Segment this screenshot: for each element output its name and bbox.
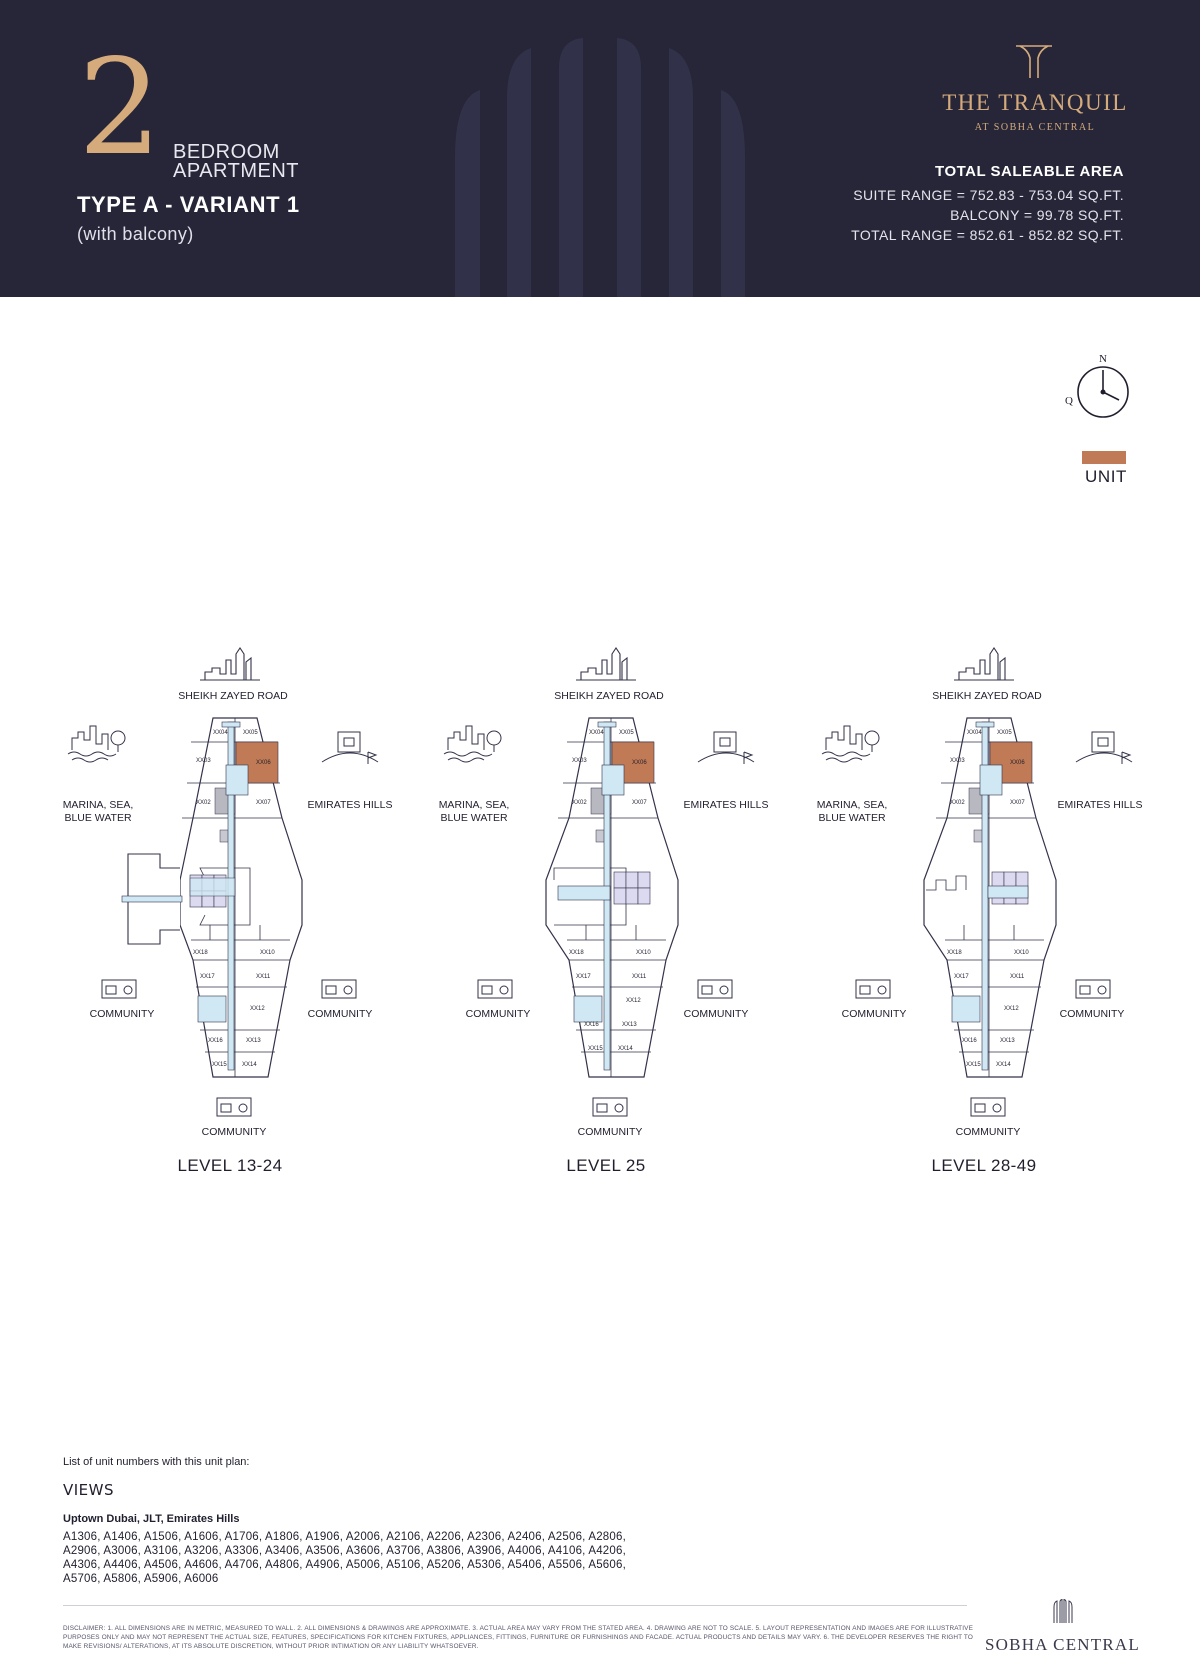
unit-numbers-line: A5706, A5806, A5906, A6006	[63, 1573, 219, 1585]
unit-xx05: XX05	[997, 730, 1012, 736]
balcony-area: BALCONY = 99.78 SQ.FT.	[950, 207, 1124, 223]
community-label-east: COMMUNITY	[307, 1008, 373, 1020]
community-icon	[1076, 980, 1110, 998]
unit-xx07: XX07	[1010, 800, 1025, 806]
unit-xx03: XX03	[196, 758, 211, 764]
unit-xx04: XX04	[213, 730, 228, 736]
unit-xx12: XX12	[250, 1006, 265, 1012]
unit-xx17: XX17	[576, 974, 591, 980]
floor-plan-drawing	[804, 640, 1164, 1180]
unit-numbers-line: A2906, A3006, A3106, A3206, A3306, A3406, A3506, A3606, A3706, A3806, A3906, A4006, A4106, A4206,	[63, 1545, 626, 1557]
unit-xx05: XX05	[243, 730, 258, 736]
arches-graphic	[455, 38, 745, 297]
unit-xx14: XX14	[618, 1046, 633, 1052]
community-icon	[856, 980, 890, 998]
unit-xx07: XX07	[632, 800, 647, 806]
community-icon	[217, 1098, 251, 1116]
unit-xx18: XX18	[947, 950, 962, 956]
sobha-brand-name: SOBHA CENTRAL	[985, 1635, 1140, 1654]
east-label: EMIRATES HILLS	[683, 799, 769, 811]
unit-numbers-line: A4306, A4406, A4506, A4606, A4706, A4806, A4906, A5006, A5106, A5206, A5306, A5406, A5506, A5606,	[63, 1559, 626, 1571]
road-label: SHEIKH ZAYED ROAD	[932, 690, 1042, 702]
unit-xx10: XX10	[1014, 950, 1029, 956]
total-range: TOTAL RANGE = 852.61 - 852.82 SQ.FT.	[851, 227, 1124, 243]
unit-xx14: XX14	[996, 1062, 1011, 1068]
west-label-1: MARINA, SEA,	[438, 799, 510, 811]
unit-xx05: XX05	[619, 730, 634, 736]
unit-xx17: XX17	[954, 974, 969, 980]
floor-plan-drawing	[50, 640, 410, 1180]
community-icon	[971, 1098, 1005, 1116]
community-icon	[102, 980, 136, 998]
unit-xx16: XX16	[208, 1038, 223, 1044]
road-label: SHEIKH ZAYED ROAD	[178, 690, 288, 702]
unit-xx04: XX04	[589, 730, 604, 736]
community-label-west: COMMUNITY	[89, 1008, 155, 1020]
type-subtitle: (with balcony)	[77, 224, 194, 244]
apartment-label: APARTMENT	[173, 160, 299, 182]
compass-north: N	[1099, 353, 1107, 365]
unit-legend-label: UNIT	[1084, 467, 1128, 486]
community-icon	[698, 980, 732, 998]
floor-plan-level-25	[426, 640, 786, 1180]
views-title: VIEWS	[63, 1481, 115, 1499]
unit-xx02: XX02	[196, 800, 211, 806]
unit-xx15: XX15	[966, 1062, 981, 1068]
community-label-west: COMMUNITY	[465, 1008, 531, 1020]
marina-icon	[68, 726, 125, 762]
brand-subname: AT SOBHA CENTRAL	[974, 122, 1096, 133]
area-title: TOTAL SALEABLE AREA	[935, 163, 1124, 180]
type-title: TYPE A - VARIANT 1	[77, 192, 300, 217]
community-label-west: COMMUNITY	[841, 1008, 907, 1020]
road-label: SHEIKH ZAYED ROAD	[554, 690, 664, 702]
unit-xx15: XX15	[212, 1062, 227, 1068]
west-label-2: BLUE WATER	[818, 812, 886, 824]
community-label-east: COMMUNITY	[683, 1008, 749, 1020]
suite-range: SUITE RANGE = 752.83 - 753.04 SQ.FT.	[853, 187, 1124, 203]
community-icon	[322, 980, 356, 998]
unit-xx11: XX11	[1010, 974, 1025, 980]
unit-xx18: XX18	[193, 950, 208, 956]
unit-xx13: XX13	[1000, 1038, 1015, 1044]
unit-xx14: XX14	[242, 1062, 257, 1068]
skyline-icon	[200, 648, 260, 680]
unit-xx06: XX06	[1010, 760, 1025, 766]
unit-xx12: XX12	[1004, 1006, 1019, 1012]
unit-legend-swatch	[1082, 451, 1126, 464]
unit-xx12: XX12	[626, 998, 641, 1004]
brand-name: THE TRANQUIL	[942, 90, 1128, 115]
west-label-1: MARINA, SEA,	[816, 799, 888, 811]
unit-xx16: XX16	[584, 1022, 599, 1028]
compass-icon	[1060, 350, 1140, 422]
bedroom-label: BEDROOM	[173, 141, 280, 163]
unit-numbers-line: A1306, A1406, A1506, A1606, A1706, A1806, A1906, A2006, A2106, A2206, A2306, A2406, A2506, A2806,	[63, 1531, 626, 1543]
disclaimer: DISCLAIMER: 1. ALL DIMENSIONS ARE IN METRIC, MEASURED TO WALL. 2. ALL DIMENSIONS & DRAWINGS ARE APPROXIMATE. 3. ACTUAL AREA MAY VARY FROM THE STATED AREA. 4. DRAWING ARE NOT TO SCALE. 5. LAYOUT REPRESENTATION AND IMAGES ARE FOR ILLUSTRATIVE PURPOSES ONLY AND MAY NOT REPRESENT THE ACTUAL SIZE, FEATURES, SPECIFICATIONS FOR KITCHEN FIXTURES, APPLIANCES, FITTINGS, FURNITURE OR FURNISHINGS AND FACADE. ACTUAL PRODUCTS AND DETAILS MAY VARY. 6. THE DEVELOPER RESERVES THE RIGHT TO MAKE REVISIONS/ ALTERATIONS, AT ITS ABSOLUTE DISCRETION, WITHOUT PRIOR INTIMATION OR ANY LIABILITY WHATSOEVER.	[63, 1625, 973, 1650]
unit-xx13: XX13	[246, 1038, 261, 1044]
sobha-logo-icon	[1050, 1599, 1074, 1625]
plan-level-label: LEVEL 13-24	[177, 1156, 283, 1175]
bedroom-count: 2	[78, 31, 162, 185]
plan-level-label: LEVEL 25	[566, 1156, 646, 1175]
unit-xx16: XX16	[962, 1038, 977, 1044]
unit-xx10: XX10	[636, 950, 651, 956]
unit-xx18: XX18	[569, 950, 584, 956]
footer-divider	[63, 1605, 967, 1606]
unit-list-intro: List of unit numbers with this unit plan:	[63, 1456, 250, 1468]
unit-xx03: XX03	[950, 758, 965, 764]
floor-plan-level-28-49	[804, 640, 1164, 1180]
community-icon	[593, 1098, 627, 1116]
house-icon	[698, 732, 754, 764]
marina-icon	[444, 726, 501, 762]
skyline-icon	[576, 648, 636, 680]
east-label: EMIRATES HILLS	[307, 799, 393, 811]
west-label-2: BLUE WATER	[440, 812, 508, 824]
unit-xx11: XX11	[632, 974, 647, 980]
header-band	[0, 0, 1200, 297]
floor-plan-level-13-24	[50, 640, 410, 1180]
unit-xx15: XX15	[588, 1046, 603, 1052]
tranquil-logo-icon	[1012, 44, 1056, 80]
plan-level-label: LEVEL 28-49	[931, 1156, 1037, 1175]
unit-xx04: XX04	[967, 730, 982, 736]
unit-xx07: XX07	[256, 800, 271, 806]
community-label-south: COMMUNITY	[955, 1126, 1021, 1138]
unit-xx11: XX11	[256, 974, 271, 980]
community-label-south: COMMUNITY	[201, 1126, 267, 1138]
views-location: Uptown Dubai, JLT, Emirates Hills	[63, 1513, 240, 1525]
unit-xx06: XX06	[632, 760, 647, 766]
community-label-east: COMMUNITY	[1059, 1008, 1125, 1020]
unit-xx06: XX06	[256, 760, 271, 766]
east-label: EMIRATES HILLS	[1057, 799, 1143, 811]
compass-q: Q	[1065, 395, 1073, 407]
unit-xx10: XX10	[260, 950, 275, 956]
house-icon	[322, 732, 378, 764]
unit-xx17: XX17	[200, 974, 215, 980]
unit-xx03: XX03	[572, 758, 587, 764]
marina-icon	[822, 726, 879, 762]
house-icon	[1076, 732, 1132, 764]
unit-xx02: XX02	[572, 800, 587, 806]
west-label-1: MARINA, SEA,	[62, 799, 134, 811]
community-label-south: COMMUNITY	[577, 1126, 643, 1138]
skyline-icon	[954, 648, 1014, 680]
unit-xx13: XX13	[622, 1022, 637, 1028]
community-icon	[478, 980, 512, 998]
west-label-2: BLUE WATER	[64, 812, 132, 824]
floor-plan-drawing	[426, 640, 786, 1180]
unit-xx02: XX02	[950, 800, 965, 806]
